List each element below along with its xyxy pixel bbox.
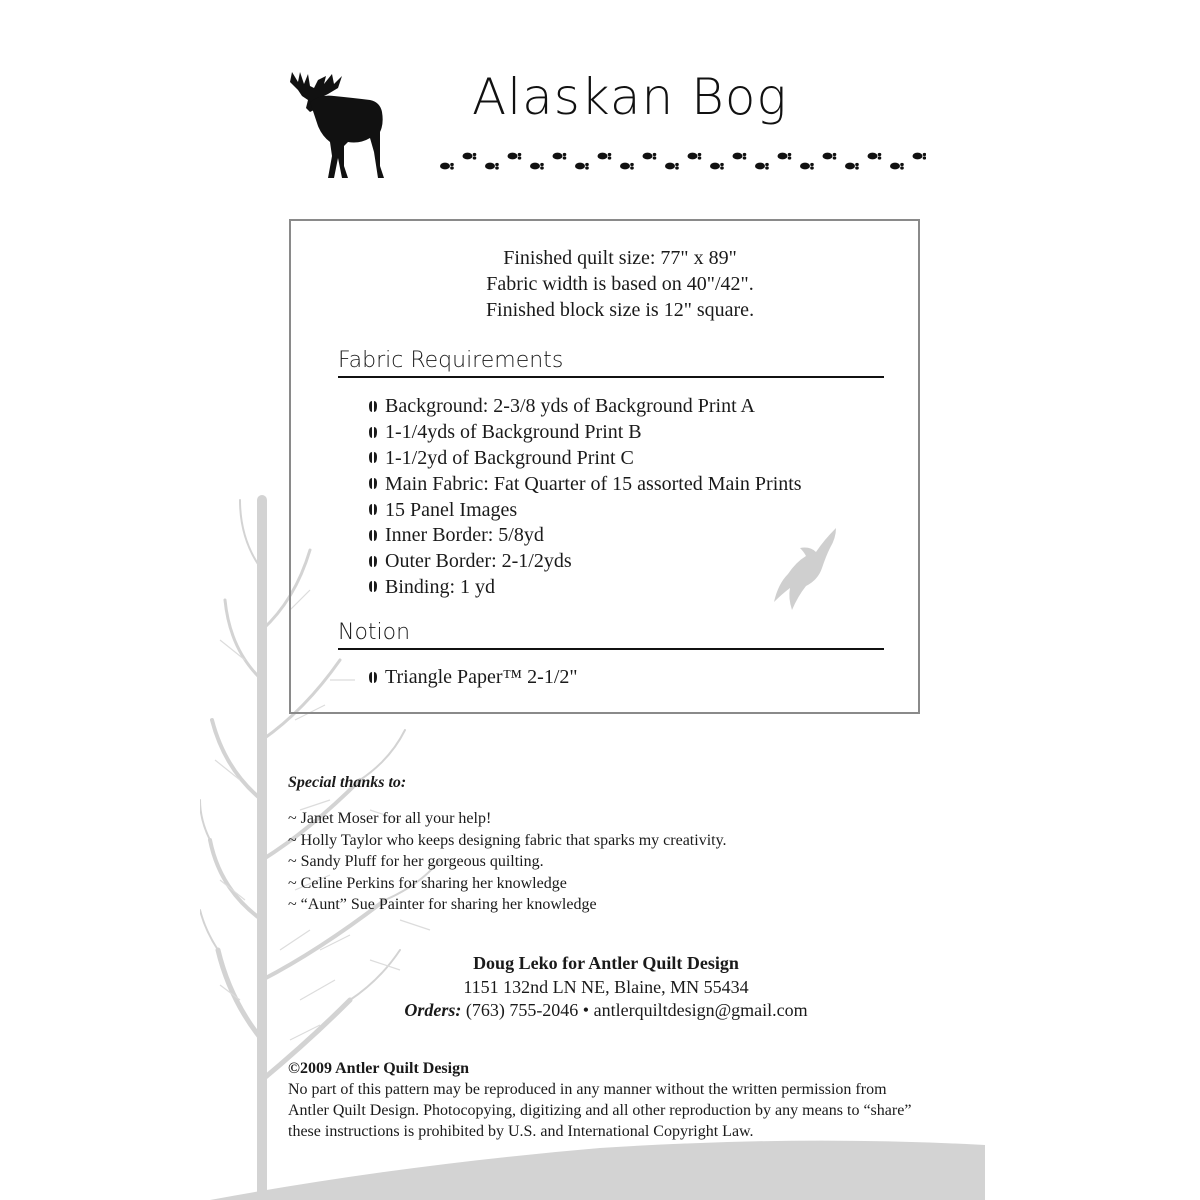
track-print: [733, 153, 747, 160]
hoof-print-bullet-icon: [368, 477, 378, 491]
designer-address: 1151 132nd LN NE, Blaine, MN 55434: [463, 976, 749, 997]
raven-silhouette-icon: [770, 526, 842, 610]
thanks-item: ~ Holly Taylor who keeps designing fabric that sparks my creativity.: [288, 831, 727, 849]
track-print: [643, 153, 657, 160]
track-print: [598, 153, 612, 160]
track-print: [800, 163, 814, 170]
list-item: [368, 575, 802, 601]
hoof-print-bullet-icon: [368, 451, 378, 465]
hoof-print-bullet-icon: [368, 426, 378, 440]
list-item-text: Background: 2-3/8 yds of Background Print A: [385, 395, 755, 418]
orders-line: [380, 999, 832, 1023]
track-print: [553, 153, 567, 160]
notion-list: [368, 665, 578, 691]
track-print: [913, 153, 927, 160]
hoof-print-bullet-icon: [368, 503, 378, 517]
track-print: [620, 163, 634, 170]
track-print: [823, 153, 837, 160]
track-print: [665, 163, 679, 170]
notion-heading: Notion: [338, 620, 884, 650]
thanks-item: ~ Celine Perkins for sharing her knowledge: [288, 874, 567, 892]
track-print: [845, 163, 859, 170]
list-item: [368, 394, 802, 420]
list-item-text: 1-1/4yds of Background Print B: [385, 421, 642, 444]
list-item: [368, 420, 802, 446]
copyright-heading: ©2009 Antler Quilt Design: [288, 1060, 469, 1077]
list-item: [368, 523, 802, 549]
thanks-item: ~ “Aunt” Sue Painter for sharing her knowledge: [288, 896, 597, 913]
track-print: [530, 163, 544, 170]
moose-silhouette-icon: [284, 66, 390, 180]
track-print: [890, 163, 904, 170]
track-print: [868, 153, 882, 160]
list-item: [368, 665, 578, 691]
list-item-text: Triangle Paper™ 2-1/2": [385, 666, 578, 689]
fabric-requirements-heading: Fabric Requirements: [338, 348, 884, 378]
list-item: [368, 549, 802, 575]
designer-name: Doug Leko for Antler Quilt Design: [473, 953, 739, 973]
summary-size: Finished quilt size: 77" x 89": [503, 247, 737, 269]
list-item-text: Binding: 1 yd: [385, 575, 496, 598]
list-item: [368, 446, 802, 472]
track-print: [778, 153, 792, 160]
thanks-list: [288, 808, 727, 916]
track-print: [755, 163, 769, 170]
orders-contact: (763) 755-2046 • antlerquiltdesign@gmail.com: [461, 1000, 808, 1020]
track-print: [688, 153, 702, 160]
list-item-text: 15 Panel Images: [385, 498, 518, 521]
orders-label: Orders:: [404, 1000, 462, 1020]
contact-block: [380, 952, 832, 1023]
quilt-summary: [440, 245, 800, 323]
track-print: [575, 163, 589, 170]
list-item-text: Outer Border: 2-1/2yds: [385, 550, 572, 573]
thanks-heading: Special thanks to:: [288, 774, 407, 791]
list-item: [368, 471, 802, 497]
animal-tracks-icon: [436, 148, 926, 178]
copyright-block: [288, 1058, 928, 1142]
copyright-text: No part of this pattern may be reproduced in any manner without the written permission from Antler Quilt Design. Photocopying, digitizing and all other reproduction by any means to “share” these instructions is prohibited by U.S. and International Copyright Law.: [288, 1081, 912, 1140]
summary-block-size: Finished block size is 12" square.: [485, 299, 755, 321]
thanks-item: ~ Janet Moser for all your help!: [288, 810, 492, 827]
track-print: [710, 163, 724, 170]
list-item-text: 1-1/2yd of Background Print C: [385, 446, 634, 469]
track-print: [463, 153, 477, 160]
track-print: [485, 163, 499, 170]
fabric-requirements-list: [368, 394, 802, 600]
hoof-print-bullet-icon: [368, 671, 378, 685]
list-item-text: Inner Border: 5/8yd: [385, 524, 544, 547]
track-print: [440, 163, 454, 170]
summary-fabric-width: Fabric width is based on 40"/42".: [486, 273, 754, 295]
track-print: [508, 153, 522, 160]
thanks-item: ~ Sandy Pluff for her gorgeous quilting.: [288, 853, 544, 870]
page-title: Alaskan Bog: [472, 68, 788, 126]
list-item-text: Main Fabric: Fat Quarter of 15 assorted Main Prints: [385, 472, 802, 495]
hoof-print-bullet-icon: [368, 580, 378, 594]
list-item: [368, 497, 802, 523]
hoof-print-bullet-icon: [368, 400, 378, 414]
hoof-print-bullet-icon: [368, 555, 378, 569]
hoof-print-bullet-icon: [368, 529, 378, 543]
